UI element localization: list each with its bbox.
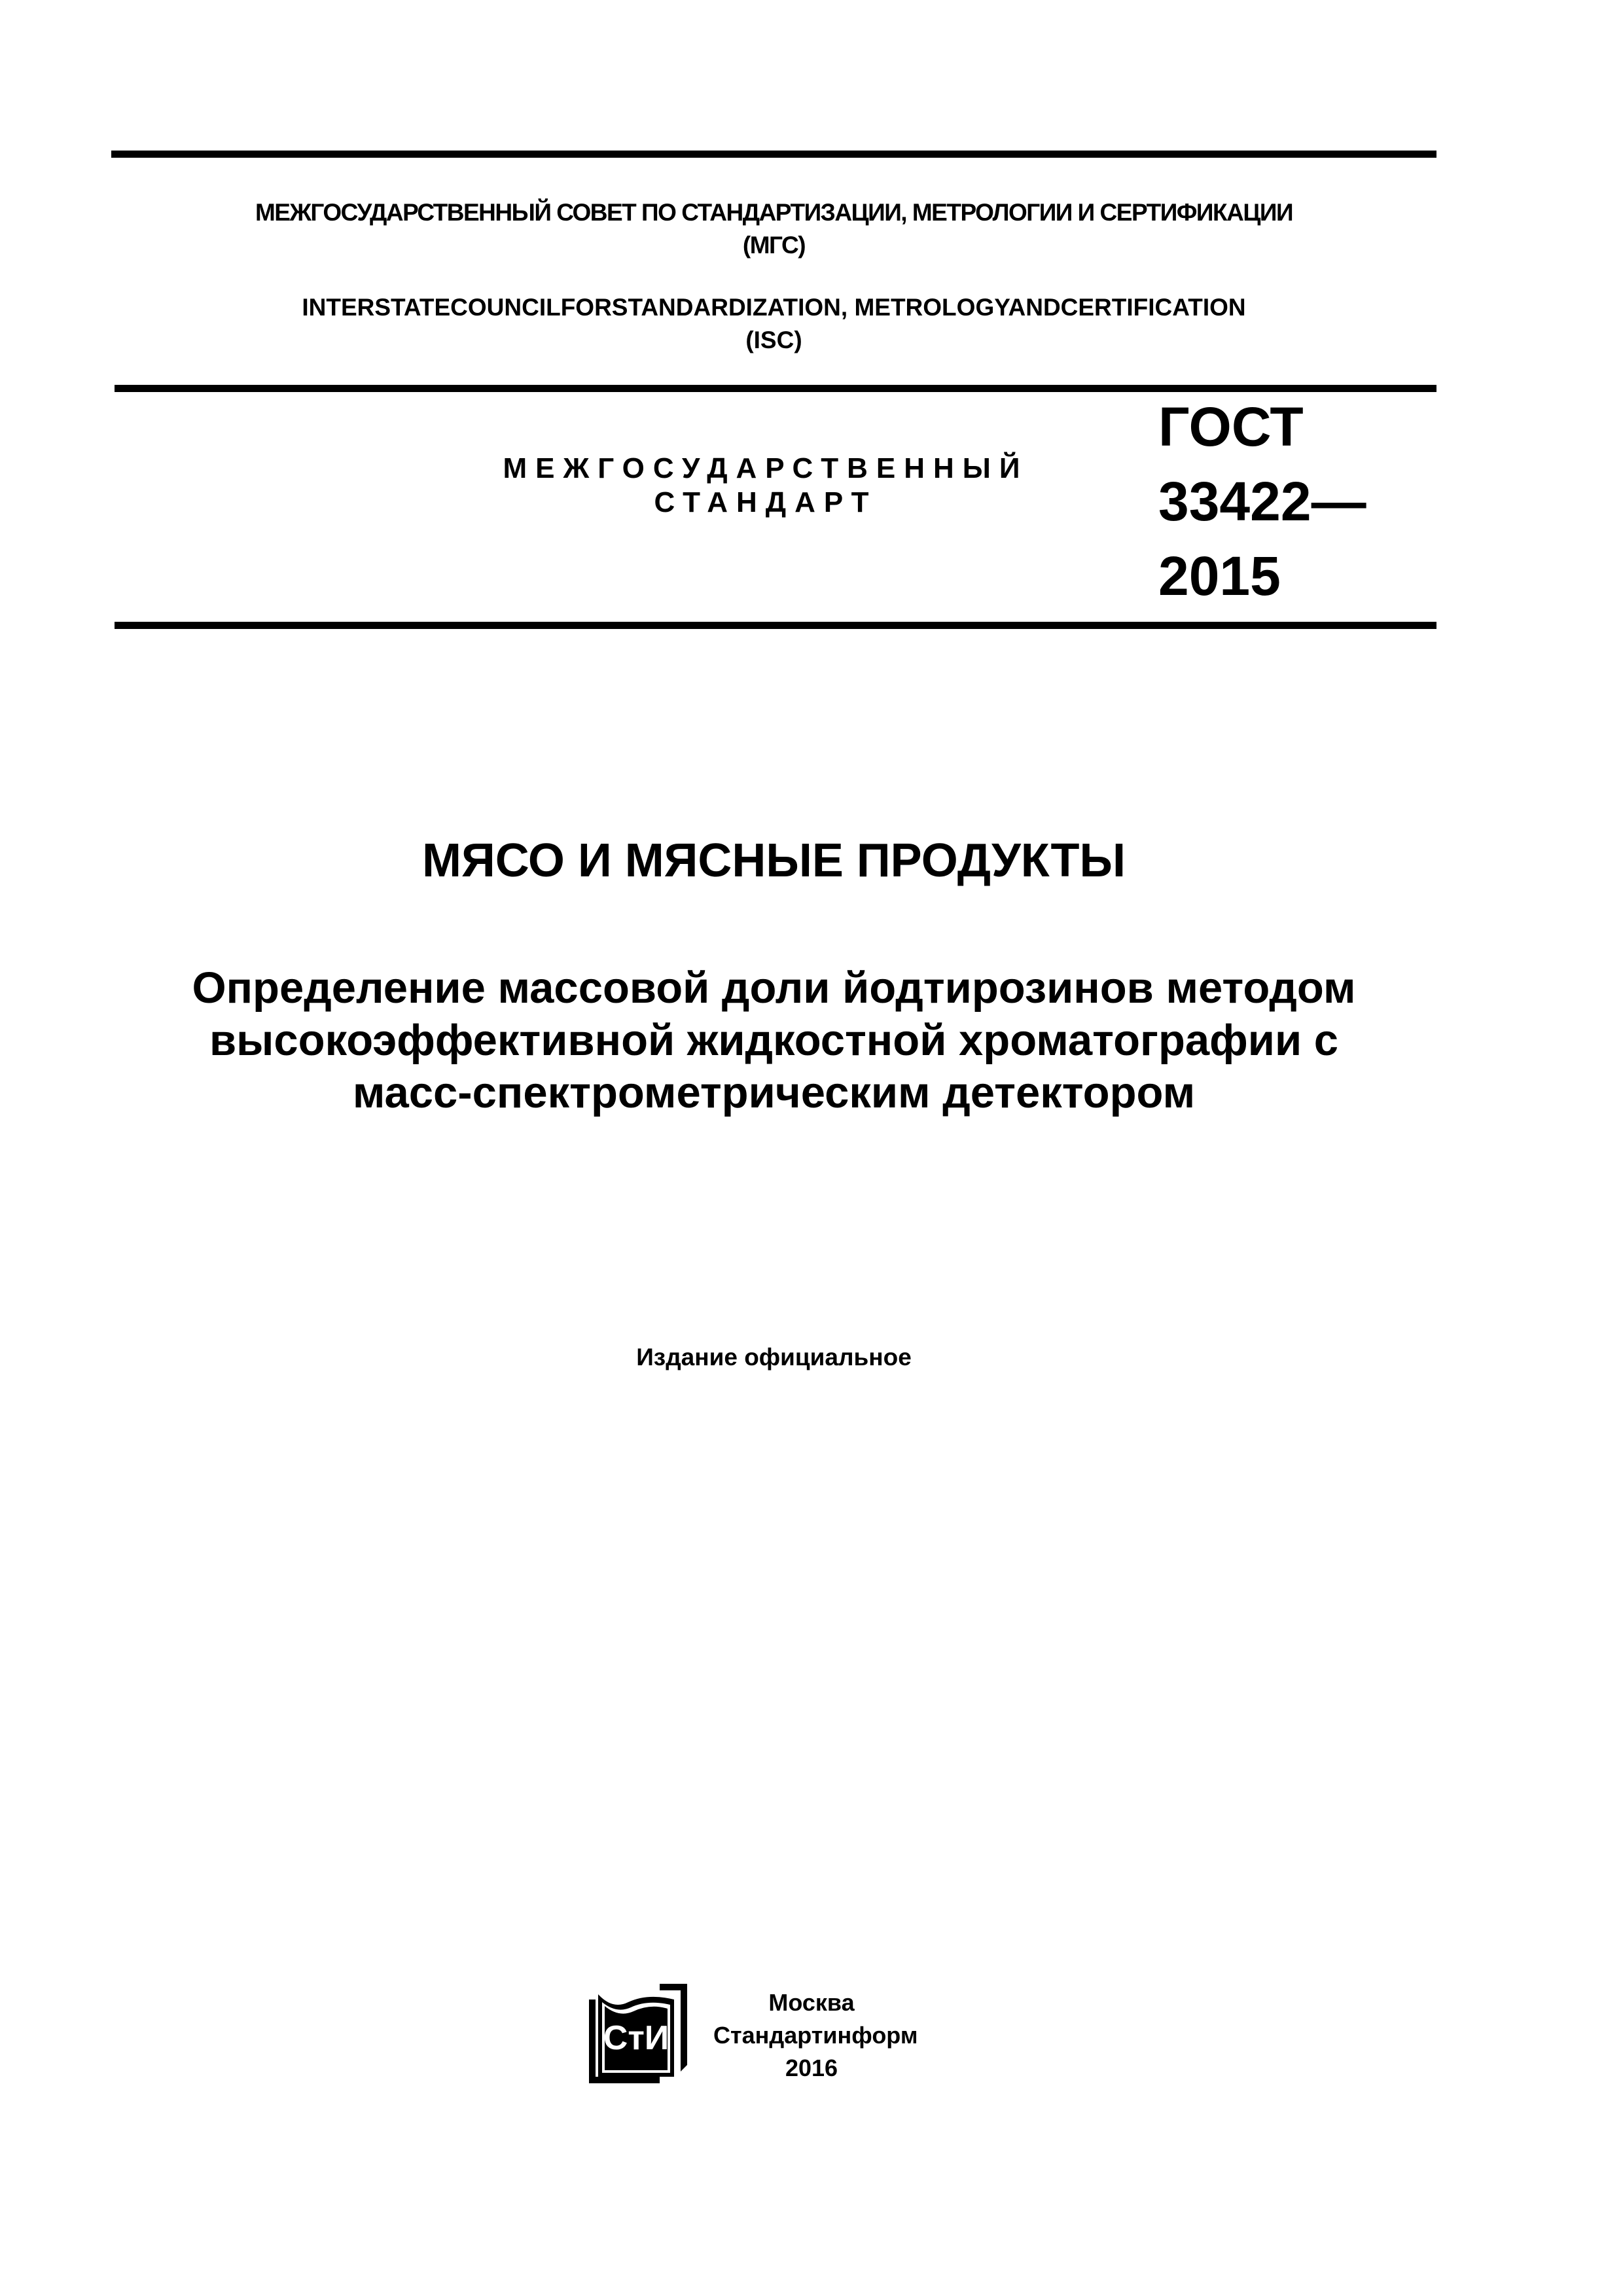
gost-number: 33422— bbox=[1158, 471, 1366, 532]
subtitle-line2: высокоэффективной жидкостной хроматографии с bbox=[209, 1016, 1339, 1065]
standard-type-line1: МЕЖГОСУДАРСТВЕННЫЙ bbox=[503, 452, 1029, 484]
council-name-en-line: INTERSTATECOUNCILFORSTANDARDIZATION, METROLOGYANDCERTIFICATION bbox=[302, 294, 1246, 321]
document-subtitle bbox=[111, 962, 1436, 1119]
document-title: МЯСО И МЯСНЫЕ ПРОДУКТЫ bbox=[422, 834, 1126, 887]
publisher-name: Стандартинформ bbox=[713, 2022, 918, 2049]
council-name-ru-line: МЕЖГОСУДАРСТВЕННЫЙ СОВЕТ ПО СТАНДАРТИЗАЦИИ, МЕТРОЛОГИИ И СЕРТИФИКАЦИИ bbox=[255, 199, 1293, 226]
council-abbr-ru: (МГС) bbox=[742, 232, 806, 259]
standard-type bbox=[458, 452, 1073, 520]
gost-year: 2015 bbox=[1158, 545, 1281, 607]
subtitle-line1: Определение массовой доли йодтирозинов методом bbox=[192, 963, 1356, 1013]
top-rule bbox=[111, 151, 1436, 158]
council-abbr-en: (ISC) bbox=[745, 327, 802, 353]
standard-type-line2: СТАНДАРТ bbox=[654, 486, 878, 518]
standartinform-logo-icon bbox=[582, 1980, 690, 2088]
edition-note: Издание официальное bbox=[636, 1344, 912, 1371]
subtitle-line3: масс-спектрометрическим детектором bbox=[352, 1068, 1196, 1117]
council-name-ru bbox=[111, 196, 1436, 262]
council-name-en bbox=[111, 291, 1436, 357]
bottom-rule bbox=[115, 622, 1436, 629]
publisher-city: Москва bbox=[768, 1989, 855, 2016]
gost-designation bbox=[1158, 389, 1420, 613]
logo-text: СтИ bbox=[603, 2019, 669, 2057]
publisher-block bbox=[713, 1986, 918, 2085]
gost-label: ГОСТ bbox=[1158, 396, 1304, 457]
publication-year: 2016 bbox=[785, 2054, 838, 2081]
